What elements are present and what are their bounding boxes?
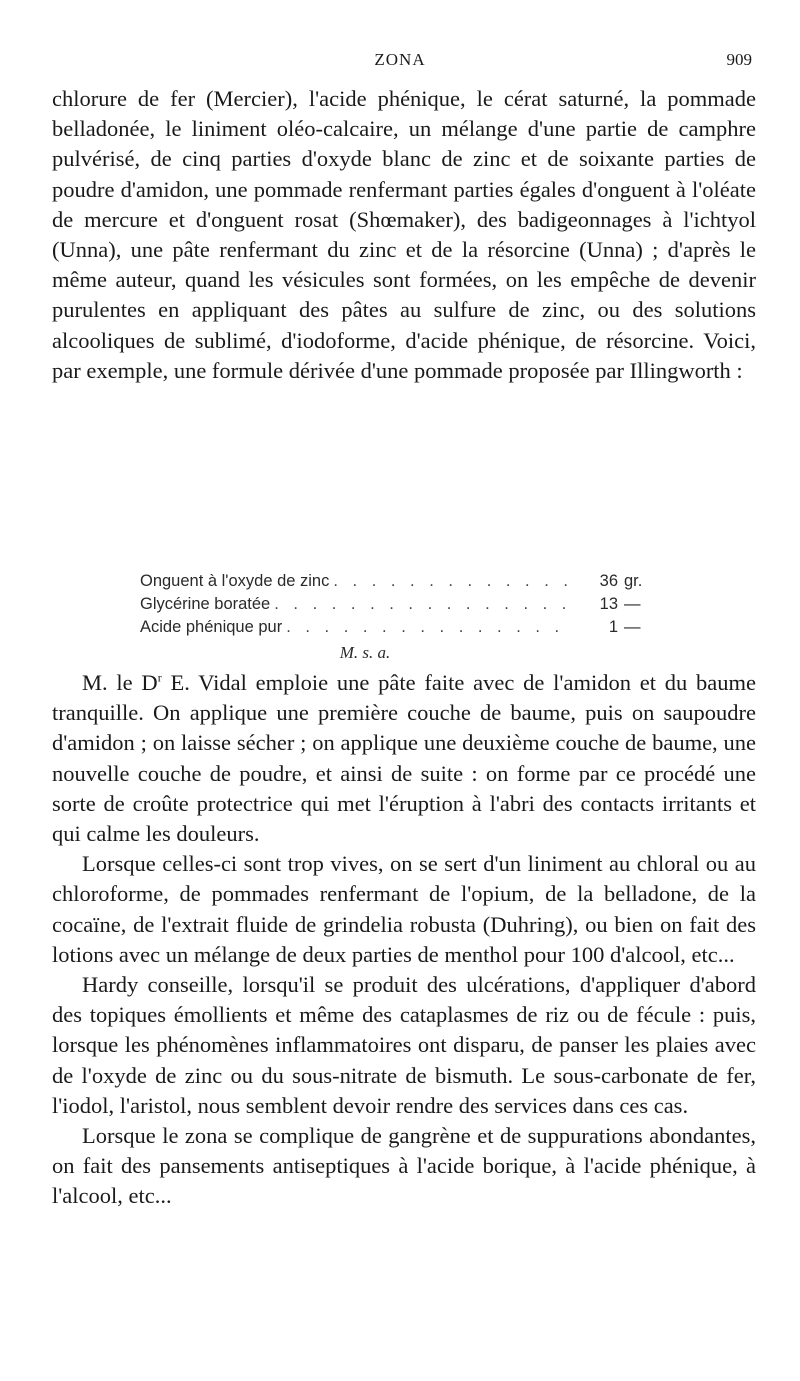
formula-quantity: 1 [608,618,618,636]
formula-ingredient: Glycérine boratée [140,595,271,613]
running-title: ZONA [374,50,426,69]
paragraph-analgesics: Lorsque celles-ci sont trop vives, on se sert d'un liniment au chloral ou au chloroforme, de pommades renfermant de l'opium, de la belladone, de la cocaïne, de l'extrait fluide de grindelia robusta (Duhring), ou bien on fait des lotions avec un mélange de deux parties de menthol pour 100 d'alcool, etc... [52,851,756,967]
formula-quantity: 13 [599,595,618,613]
formula-quantity: 36 [599,572,618,590]
page-number: 909 [726,50,752,69]
leader-dots [286,616,568,639]
formula-unit: — [624,595,641,613]
paragraph-vidal [52,668,756,849]
paragraph-hardy: Hardy conseille, lorsqu'il se produit des ulcérations, d'appliquer d'abord des topiques émollients et même des cataplasmes de riz ou de fécule : puis, lorsque les phénomènes inflammatoires ont disparu, de panser les plaies avec de l'oxyde de zinc ou du sous-nitrate de bismuth. Le sous-carbonate de fer, l'iodol, l'aristol, nous semblent devoir rendre des services dans ces cas. [52,972,756,1118]
formula-ingredient: Onguent à l'oxyde de zinc [140,572,330,590]
formula-row [140,570,660,593]
formula-row [140,593,660,616]
formula-unit: — [624,618,641,636]
formula-block [140,570,660,664]
doctor-prefix: M. le D [82,670,158,695]
paragraph-gangrene: Lorsque le zona se complique de gangrène et de suppurations abondantes, on fait des pansements antiseptiques à l'acide borique, à l'acide phénique, à l'alcool, etc... [52,1123,756,1209]
running-head [0,50,800,80]
formula-unit: gr. [624,572,643,590]
leader-dots [333,570,568,593]
formula-row [140,616,660,639]
text-block-top [52,84,756,386]
formula-ingredient: Acide phénique pur [140,618,283,636]
leader-dots [274,593,568,616]
doctor-superscript: r [157,670,162,685]
formula-instruction: M. s. a. [339,643,391,662]
paragraph-vidal-text: E. Vidal emploie une pâte faite avec de l'amidon et du baume tranquille. On applique une première couche de baume, puis on saupoudre d'amidon ; on laisse sécher ; on applique une deuxième couche de baume, une nouvelle couche de poudre, et ainsi de suite : on forme par ce procédé une sorte de croûte protectrice qui met l'éruption à l'abri des contacts irritants et qui calme les douleurs. [52,670,756,847]
text-block-bottom [52,668,756,1212]
paragraph-continuation: chlorure de fer (Mercier), l'acide phénique, le cérat saturné, la pommade belladonée, le liniment oléo-calcaire, un mélange d'une partie de camphre pulvérisé, de cinq parties d'oxyde blanc de zinc et de soixante parties de poudre d'amidon, une pommade renfermant parties égales d'onguent à l'oléate de mercure et d'onguent rosat (Shœmaker), des badigeonnages à l'ichtyol (Unna), une pâte renfermant du zinc et de la résorcine (Unna) ; d'après le même auteur, quand les vésicules sont formées, on les empêche de devenir purulentes en appliquant des pâtes au sulfure de zinc, ou des solutions alcooliques de sublimé, d'iodoforme, d'acide phénique, de résorcine. Voici, par exemple, une formule dérivée d'une pommade proposée par Illingworth : [52,86,756,383]
